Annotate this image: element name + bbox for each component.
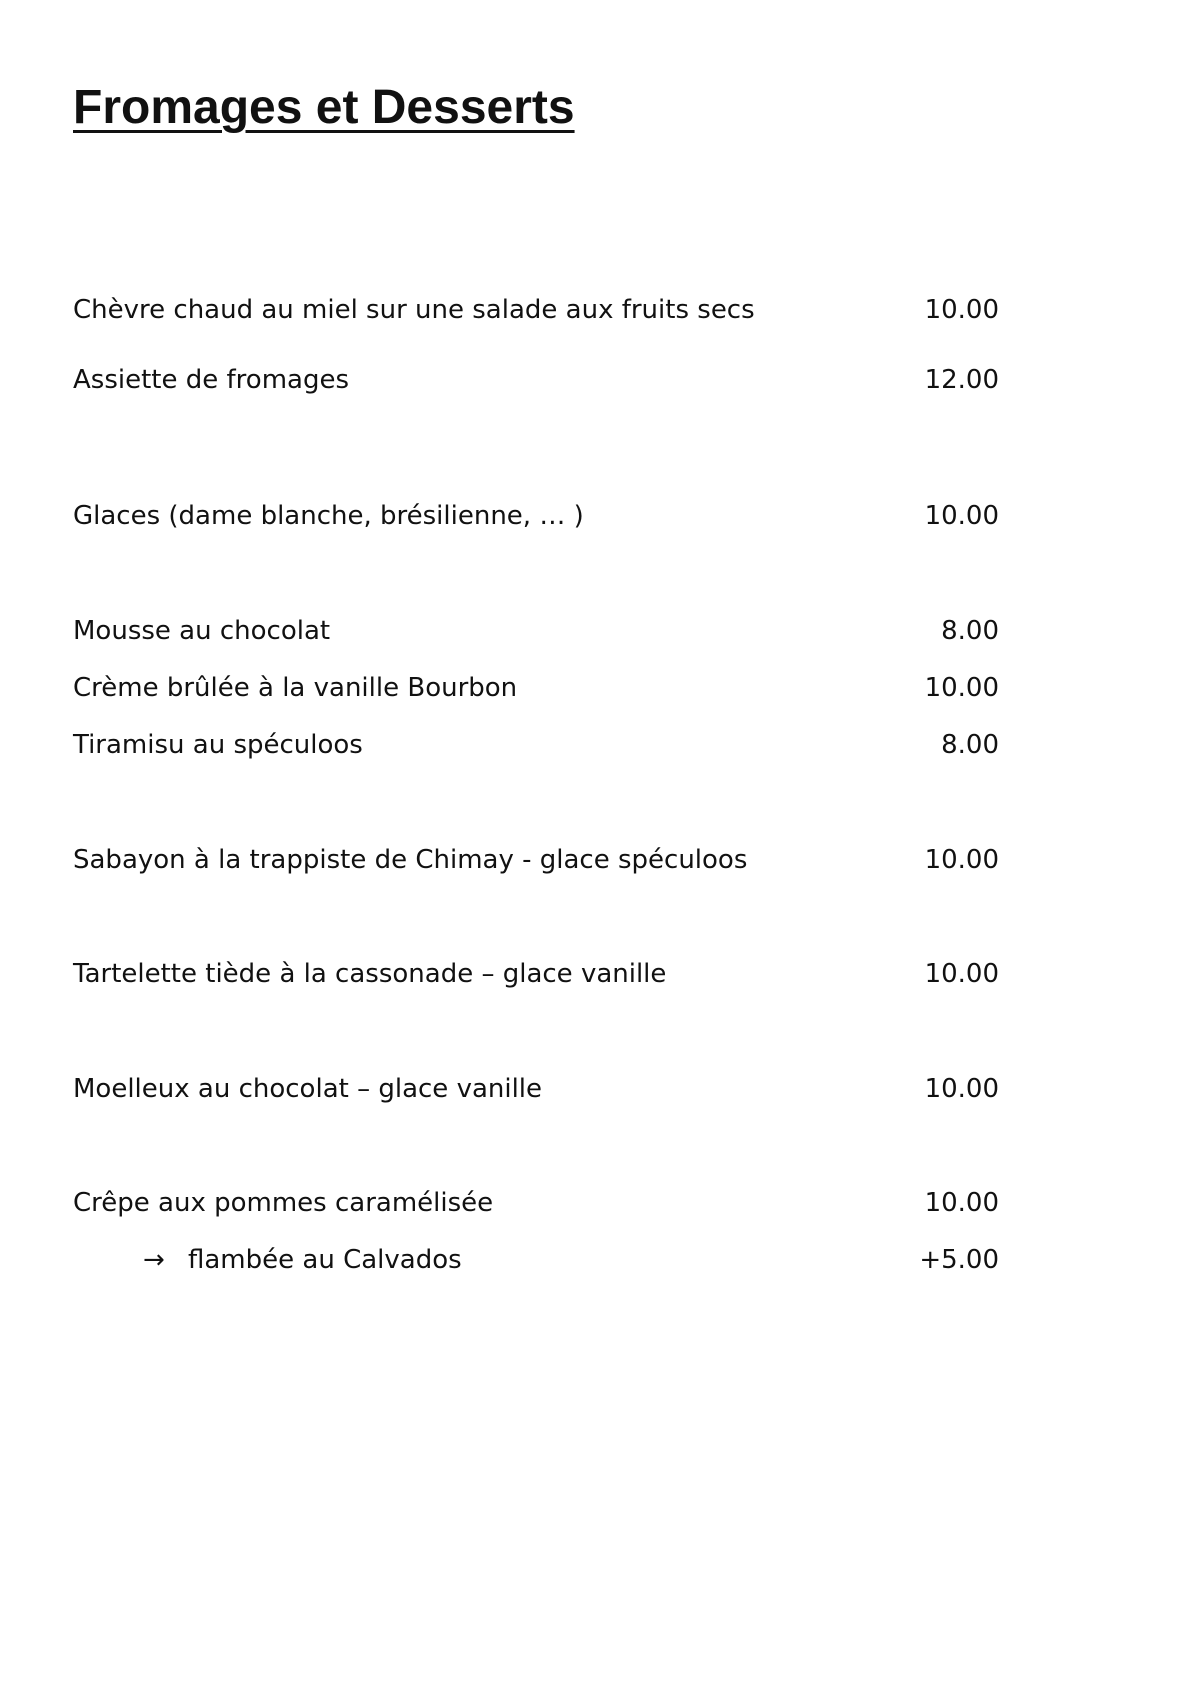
- menu-item: [0, 1069, 1190, 1109]
- menu-item-price: 10.00: [924, 295, 999, 325]
- menu-item-name: Moelleux au chocolat – glace vanille: [73, 1074, 543, 1104]
- menu-item-price: 10.00: [924, 959, 999, 989]
- menu-item-price: 10.00: [924, 1188, 999, 1218]
- menu-item: [0, 668, 1190, 708]
- menu-item-name: Chèvre chaud au miel sur une salade aux fruits secs: [73, 295, 755, 325]
- menu-item: [0, 725, 1190, 765]
- menu-item-price: 10.00: [924, 1074, 999, 1104]
- menu-item-name: Sabayon à la trappiste de Chimay - glace spéculoos: [73, 845, 748, 875]
- menu-item-price: 8.00: [941, 616, 999, 646]
- menu-item-name: flambée au Calvados: [188, 1245, 462, 1275]
- menu-item-price: +5.00: [919, 1245, 999, 1275]
- menu-item-option: [0, 1240, 1190, 1280]
- arrow-right-icon: →: [143, 1245, 165, 1275]
- menu-item-name: Mousse au chocolat: [73, 616, 331, 646]
- menu-item-name: Glaces (dame blanche, brésilienne, … ): [73, 501, 584, 531]
- menu-item-name: Tartelette tiède à la cassonade – glace vanille: [73, 959, 667, 989]
- menu-item: [0, 290, 1190, 330]
- menu-item-name: Tiramisu au spéculoos: [73, 730, 363, 760]
- menu-item: [0, 954, 1190, 994]
- menu-item-name: Crêpe aux pommes caramélisée: [73, 1188, 494, 1218]
- menu-item-name: Crème brûlée à la vanille Bourbon: [73, 673, 518, 703]
- menu-item: [0, 360, 1190, 400]
- menu-item-price: 12.00: [924, 365, 999, 395]
- menu-item-price: 10.00: [924, 501, 999, 531]
- menu-item: [0, 840, 1190, 880]
- page-title: Fromages et Desserts: [73, 81, 575, 134]
- menu-item: [0, 496, 1190, 536]
- menu-item: [0, 1183, 1190, 1223]
- menu-item-price: 8.00: [941, 730, 999, 760]
- menu-item-price: 10.00: [924, 845, 999, 875]
- menu-item-price: 10.00: [924, 673, 999, 703]
- menu-item: [0, 611, 1190, 651]
- menu-item-name: Assiette de fromages: [73, 365, 349, 395]
